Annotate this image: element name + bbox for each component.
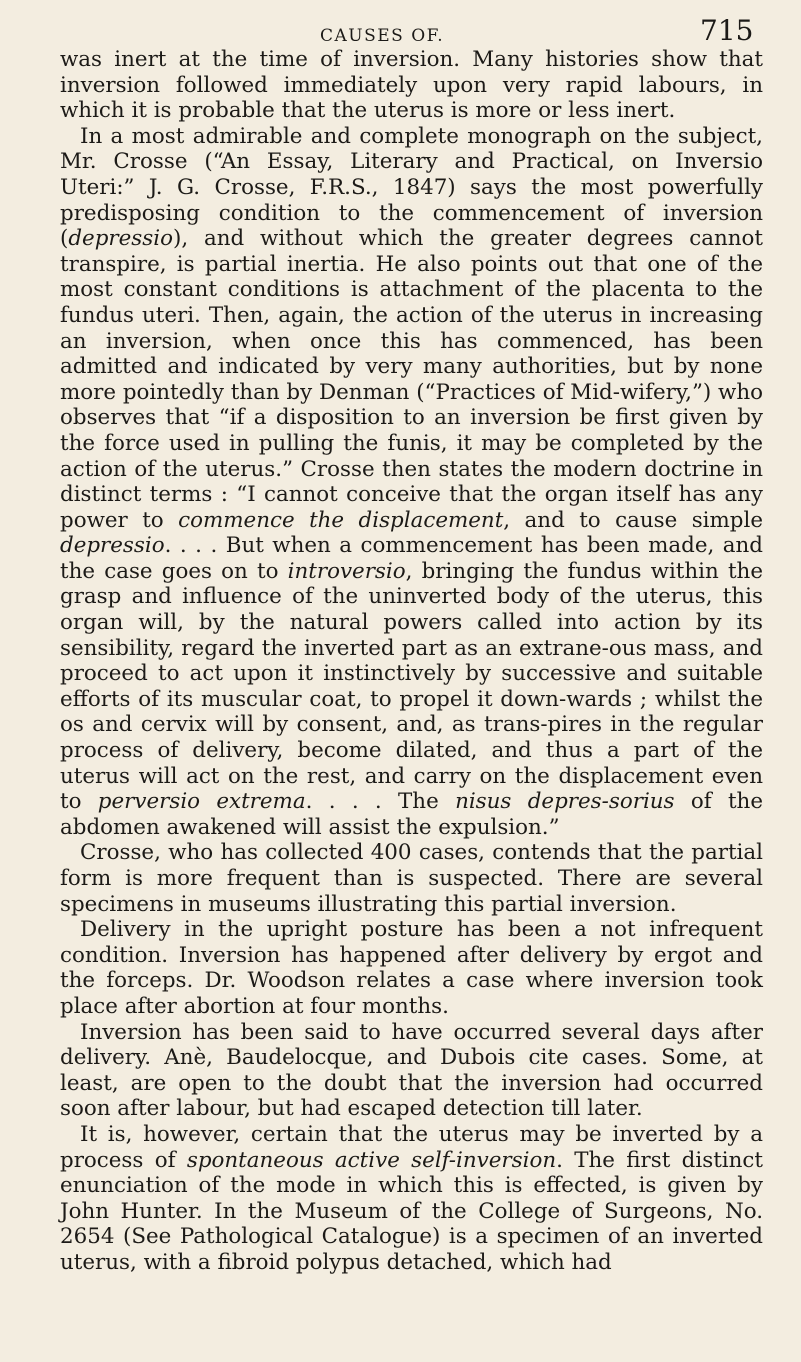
- italic-text: perversio extrema: [97, 789, 306, 815]
- text-run: was inert at the time of inversion. Many histories show that inversion followed immediately upon very rapid labours, in which it is probable that the uterus is more or less inert.: [60, 47, 763, 124]
- text-run: of the abdomen awakened will assist the expulsion.”: [60, 789, 763, 840]
- paragraph: [60, 47, 763, 124]
- text-run: , bringing the fundus within the grasp and influence of the uninverted body of the uterus, this organ will, by the natural powers called into action by its sensibility, regard the inverted part as an extrane-ous mass, and proceed to act upon it instinctively by successive and suitable efforts of its muscular coat, to propel it down-wards ; whilst the os and cervix will by consent, and, as trans-pires in the regular process of delivery, become dilated, and thus a part of the uterus will act on the rest, and carry on the displacement even to: [60, 558, 763, 815]
- paragraph: [60, 1020, 763, 1122]
- text-run: . . . . The: [305, 789, 456, 815]
- paragraph: [60, 917, 763, 1019]
- text-run: In a most admirable and complete monograph on the subject, Mr. Crosse (“An Essay, Literary and Practical, on Inversio Uteri:” J. G. Crosse, F.R.S., 1847) says the most powerfully predisposing condition to the commencement of inversion (: [60, 123, 763, 252]
- italic-text: depressio: [60, 533, 165, 559]
- italic-text: commence the displacement: [178, 507, 504, 533]
- paragraph: [60, 1122, 763, 1276]
- body-text: [60, 47, 763, 1276]
- text-run: It is, however, certain that the uterus may be inverted by a process of: [60, 1121, 763, 1173]
- running-head: [0, 12, 801, 46]
- paragraph: [60, 124, 763, 841]
- italic-text: spontaneous active self-inversion: [186, 1147, 557, 1173]
- text-run: . . . . But when a commencement has been made, and the case goes on to: [60, 533, 763, 584]
- text-run: . The first distinct enunciation of the mode in which this is effected, is given by John Hunter. In the Museum of the College of Surgeons, No. 2654 (See Pathological Catalogue) is a specimen of an inverted uterus, with a fibroid polypus detached, which had: [60, 1147, 763, 1275]
- italic-text: introversio: [287, 558, 406, 584]
- text-run: , and to cause simple: [503, 507, 763, 533]
- italic-text: depressio: [68, 226, 173, 252]
- text-run: Delivery in the upright posture has been a not infrequent condition. Inversion has happened after delivery by ergot and the forceps. Dr. Woodson relates a case where inversion took place after abortion at four months.: [60, 917, 763, 1019]
- italic-text: nisus depres-sorius: [455, 789, 675, 815]
- page-number: 715: [700, 14, 754, 47]
- text-run: Inversion has been said to have occurred several days after delivery. Anè, Baudelocque, and Dubois cite cases. Some, at least, are open to the doubt that the inversion had occurred soon after labour, but had escaped detection till later.: [60, 1019, 763, 1122]
- running-title: CAUSES OF.: [320, 26, 445, 46]
- text-run: Crosse, who has collected 400 cases, contends that the partial form is more frequent than is suspected. There are several specimens in museums illustrating this partial inversion.: [60, 840, 763, 917]
- paragraph: [60, 840, 763, 917]
- text-run: ), and without which the greater degrees cannot transpire, is partial inertia. He also points out that one of the most constant conditions is attachment of the placenta to the fundus uteri. Then, again, the action of the uterus in increasing an inversion, when once this has commenced, has been admitted and indicated by very many authorities, but by none more pointedly than by Denman (“Practices of Mid-wifery,”) who observes that “if a disposition to an inversion be first given by the force used in pulling the funis, it may be completed by the action of the uterus.” Crosse then states the modern doctrine in distinct terms : “I cannot conceive that the organ itself has any power to: [60, 226, 763, 533]
